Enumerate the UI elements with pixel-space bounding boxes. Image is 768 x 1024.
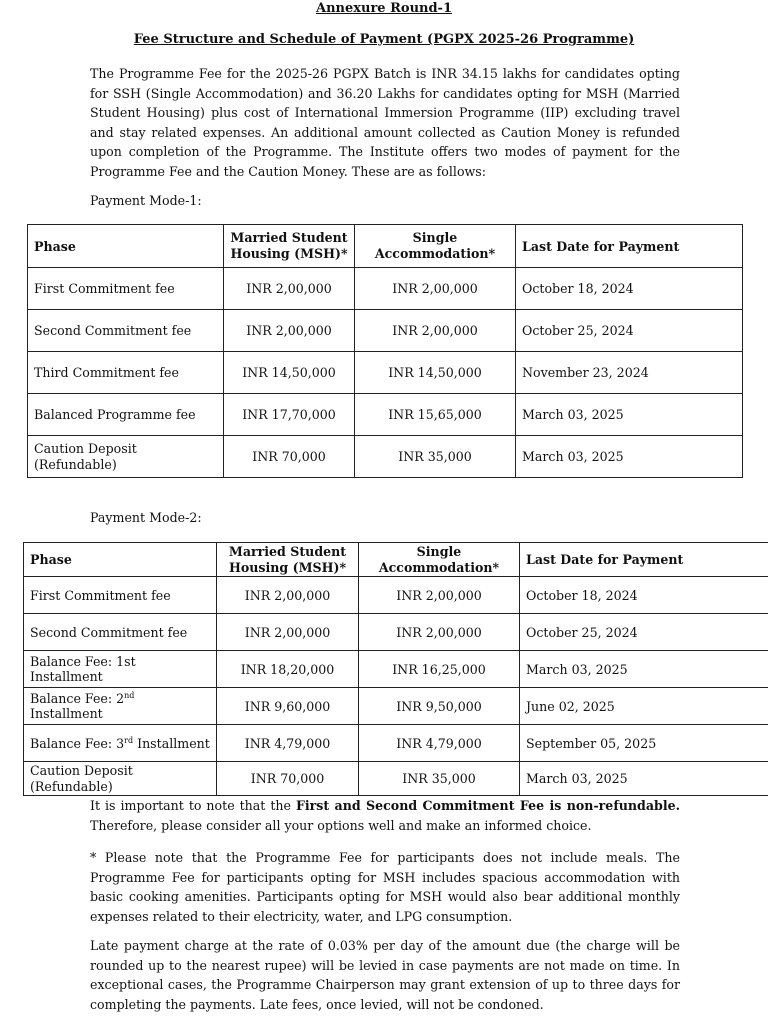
late-payment-note: Late payment charge at the rate of 0.03% per day of the amount due (the charge will be rounded up to the nearest rupee) will be levied in case payments are not made on time. In exceptional cases, the Programme Chairperson may grant extension of up to three days for completing the payments. Late fees, once levied, will not be condoned.: [90, 938, 680, 1012]
msh-cell: INR 14,50,000: [224, 352, 355, 394]
phase-cell: Balance Fee: 2nd Installment: [24, 688, 217, 725]
phase-cell: Balance Fee: 3rd Installment: [24, 725, 217, 762]
date-cell: October 25, 2024: [520, 614, 768, 651]
single-cell: INR 4,79,000: [359, 725, 520, 762]
table-row: [28, 310, 743, 352]
phase-cell: First Commitment fee: [28, 268, 224, 310]
phase-cell: Balanced Programme fee: [28, 394, 224, 436]
payment-mode-1-table: [27, 224, 743, 478]
single-cell: INR 35,000: [355, 436, 516, 478]
intro-paragraph: The Programme Fee for the 2025-26 PGPX Batch is INR 34.15 lakhs for candidates opting for SSH (Single Accommodation) and 36.20 Lakhs for candidates opting for MSH (Married Student Housing) plus cost of International Immersion Programme (IIP) excluding travel and stay related expenses. An additional amount collected as Caution Money is refunded upon completion of the Programme. The Institute offers two modes of payment for the Programme Fee and the Caution Money. These are as follows:: [90, 66, 680, 179]
single-cell: INR 2,00,000: [355, 268, 516, 310]
header-phase: Phase: [24, 543, 217, 577]
single-cell: INR 2,00,000: [355, 310, 516, 352]
date-cell: November 23, 2024: [516, 352, 743, 394]
header-single: Single Accommodation*: [359, 543, 520, 577]
header-single: Single Accommodation*: [355, 225, 516, 268]
msh-cell: INR 17,70,000: [224, 394, 355, 436]
phase-cell: Balance Fee: 1st Installment: [24, 651, 217, 688]
table-row: [24, 577, 768, 614]
msh-cell: INR 4,79,000: [217, 725, 359, 762]
phase-cell: Third Commitment fee: [28, 352, 224, 394]
date-cell: March 03, 2025: [516, 394, 743, 436]
date-cell: October 18, 2024: [520, 577, 768, 614]
phase-cell: First Commitment fee: [24, 577, 217, 614]
meals-note: * Please note that the Programme Fee for participants does not include meals. The Programme Fee for participants opting for MSH includes spacious accommodation with basic cooking amenities. Participants opting for MSH would also bear additional monthly expenses related to their electricity, water, and LPG consumption.: [90, 850, 680, 924]
header-last-date: Last Date for Payment: [516, 225, 743, 268]
table-row: [28, 268, 743, 310]
fee-structure-title: Fee Structure and Schedule of Payment (PGPX 2025-26 Programme): [133, 32, 635, 47]
msh-cell: INR 70,000: [224, 436, 355, 478]
date-cell: September 05, 2025: [520, 725, 768, 762]
single-cell: INR 16,25,000: [359, 651, 520, 688]
payment-mode-2-table: [23, 542, 768, 796]
table-row: [24, 614, 768, 651]
header-phase: Phase: [28, 225, 224, 268]
msh-cell: INR 2,00,000: [224, 310, 355, 352]
payment-mode-2-label: Payment Mode-2:: [90, 510, 202, 525]
table-row: [24, 688, 768, 725]
msh-cell: INR 18,20,000: [217, 651, 359, 688]
msh-cell: INR 9,60,000: [217, 688, 359, 725]
table-row: [24, 651, 768, 688]
single-cell: INR 14,50,000: [355, 352, 516, 394]
header-msh: Married Student Housing (MSH)*: [224, 225, 355, 268]
msh-cell: INR 2,00,000: [217, 577, 359, 614]
single-cell: INR 9,50,000: [359, 688, 520, 725]
date-cell: March 03, 2025: [520, 762, 768, 796]
single-cell: INR 35,000: [359, 762, 520, 796]
table-row: [24, 762, 768, 796]
non-refundable-note: It is important to note that the First and Second Commitment Fee is non-refundable. Therefore, please consider all your options well and make an informed choice.: [90, 798, 680, 833]
date-cell: October 25, 2024: [516, 310, 743, 352]
table-row: [28, 352, 743, 394]
annexure-title: Annexure Round-1: [315, 1, 453, 16]
table-row: [28, 436, 743, 478]
header-last-date: Last Date for Payment: [520, 543, 768, 577]
single-cell: INR 2,00,000: [359, 614, 520, 651]
phase-cell: Caution Deposit (Refundable): [28, 436, 224, 478]
date-cell: March 03, 2025: [520, 651, 768, 688]
phase-cell: Second Commitment fee: [28, 310, 224, 352]
single-cell: INR 15,65,000: [355, 394, 516, 436]
payment-mode-1-label: Payment Mode-1:: [90, 193, 202, 208]
header-msh: Married Student Housing (MSH)*: [217, 543, 359, 577]
date-cell: March 03, 2025: [516, 436, 743, 478]
msh-cell: INR 2,00,000: [217, 614, 359, 651]
msh-cell: INR 70,000: [217, 762, 359, 796]
table-row: [28, 394, 743, 436]
msh-cell: INR 2,00,000: [224, 268, 355, 310]
date-cell: October 18, 2024: [516, 268, 743, 310]
date-cell: June 02, 2025: [520, 688, 768, 725]
table-header-row: [28, 225, 743, 268]
single-cell: INR 2,00,000: [359, 577, 520, 614]
table-header-row: [24, 543, 768, 577]
table-row: [24, 725, 768, 762]
phase-cell: Caution Deposit (Refundable): [24, 762, 217, 796]
phase-cell: Second Commitment fee: [24, 614, 217, 651]
